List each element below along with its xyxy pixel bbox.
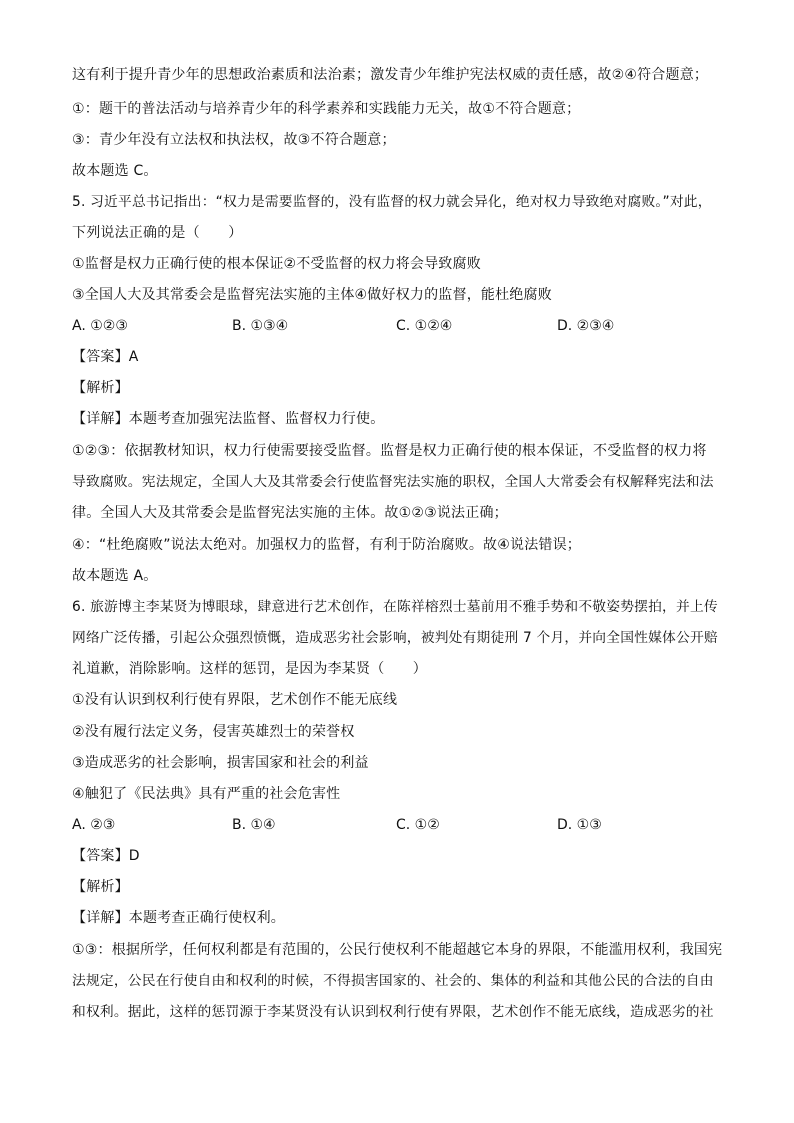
text-line: 故本题选 C。 — [72, 163, 158, 179]
detail-line: 故本题选 A。 — [72, 568, 158, 584]
answer-label: 【答案】D — [72, 848, 140, 864]
question-5-stem: 5. 习近平总书记指出：“权力是需要监督的，没有监督的权力就会异化，绝对权力导致绝对腐败。”对此， — [72, 194, 712, 210]
option-a: A. ②③ — [72, 817, 116, 833]
text-line: ③：青少年没有立法权和执法权，故③不符合题意； — [72, 132, 396, 148]
option-d: D. ②③④ — [557, 318, 615, 334]
option-b: B. ①④ — [232, 817, 276, 833]
detail-line: 律。全国人大及其常委会是监督宪法实施的主体。故①②③说法正确； — [72, 505, 508, 521]
option-b: B. ①③④ — [232, 318, 289, 334]
detail-line: ④：“杜绝腐败”说法太绝对。加强权力的监督，有利于防治腐败。故④说法错误； — [72, 537, 582, 553]
question-6-statement: ①没有认识到权利行使有界限，艺术创作不能无底线 — [72, 692, 398, 708]
detail-line: 导致腐败。宪法规定，全国人大及其常委会行使监督宪法实施的职权，全国人大常委会有权解释宪法和法 — [72, 474, 714, 490]
option-d: D. ①③ — [557, 817, 602, 833]
analysis-label: 【解析】 — [72, 879, 129, 895]
option-c: C. ①② — [396, 817, 440, 833]
question-6-stem: 6. 旅游博主李某贤为博眼球，肆意进行艺术创作，在陈祥榕烈士墓前用不雅手势和不敬姿势摆拍，并上传 — [72, 599, 718, 615]
analysis-label: 【解析】 — [72, 380, 129, 396]
question-5-statement: ③全国人大及其常委会是监督宪法实施的主体④做好权力的监督，能杜绝腐败 — [72, 287, 552, 303]
answer-label: 【答案】A — [72, 349, 139, 365]
detail-line: 【详解】本题考查加强宪法监督、监督权力行使。 — [72, 411, 385, 427]
text-line: 这有利于提升青少年的思想政治素质和法治素；激发青少年维护宪法权威的责任感，故②④符合题意； — [72, 67, 709, 83]
detail-line: ①③：根据所学，任何权利都是有范围的，公民行使权利不能超越它本身的界限，不能滥用权利，我国宪 — [72, 942, 723, 958]
option-a: A. ①②③ — [72, 318, 128, 334]
question-6-statement: ②没有履行法定义务，侵害英雄烈士的荣誉权 — [72, 724, 355, 740]
option-c: C. ①②④ — [396, 318, 453, 334]
detail-line: 法规定，公民在行使自由和权利的时候，不得损害国家的、社会的、集体的利益和其他公民的合法的自由 — [72, 973, 714, 989]
question-6-stem: 网络广泛传播，引起公众强烈愤慨，造成恶劣社会影响，被判处有期徒刑 7 个月，并向全国性媒体公开赔 — [72, 630, 718, 646]
detail-line: ①②③：依据教材知识，权力行使需要接受监督。监督是权力正确行使的根本保证，不受监督的权力将 — [72, 443, 707, 459]
question-5-stem: 下列说法正确的是（ ） — [72, 225, 243, 241]
detail-line: 【详解】本题考查正确行使权利。 — [72, 910, 285, 926]
question-6-stem: 礼道歉，消除影响。这样的惩罚，是因为李某贤（ ） — [72, 661, 427, 677]
question-6-statement: ④触犯了《民法典》具有严重的社会危害性 — [72, 786, 341, 802]
question-6-statement: ③造成恶劣的社会影响，损害国家和社会的利益 — [72, 755, 369, 771]
text-line: ①：题干的普法活动与培养青少年的科学素养和实践能力无关，故①不符合题意； — [72, 101, 581, 117]
question-5-statement: ①监督是权力正确行使的根本保证②不受监督的权力将会导致腐败 — [72, 256, 481, 272]
detail-line: 和权利。据此，这样的惩罚源于李某贤没有认识到权利行使有界限，艺术创作不能无底线，造成恶劣的社 — [72, 1004, 714, 1020]
